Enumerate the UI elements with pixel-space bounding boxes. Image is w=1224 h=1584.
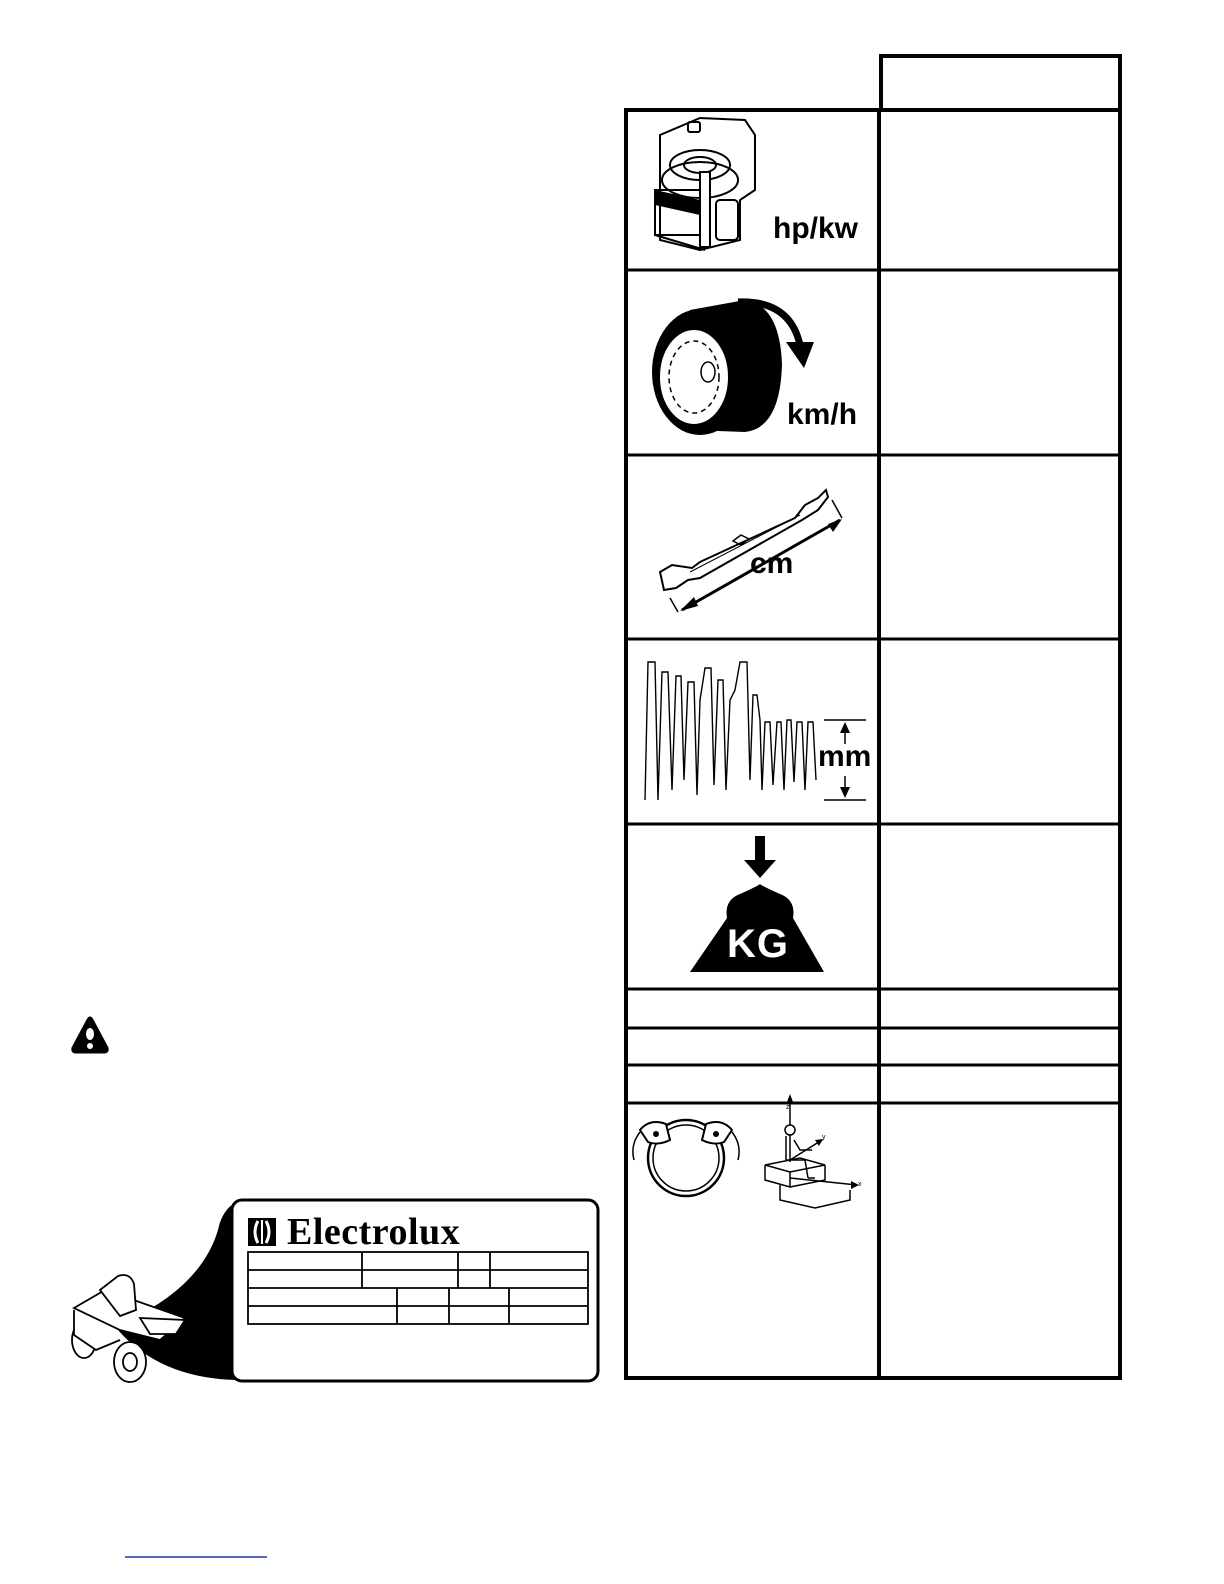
unit-label-speed: km/h xyxy=(787,398,858,431)
axis-label-y: y xyxy=(822,1134,826,1141)
nameplate-brand: Electrolux xyxy=(287,1211,461,1253)
unit-label-weight: KG xyxy=(727,922,789,966)
axis-label-z: z xyxy=(786,1104,790,1111)
axis-label-x: x xyxy=(858,1181,862,1188)
unit-label-height: mm xyxy=(818,740,872,773)
unit-label-power: hp/kw xyxy=(773,212,859,245)
unit-label-length: cm xyxy=(750,547,794,580)
